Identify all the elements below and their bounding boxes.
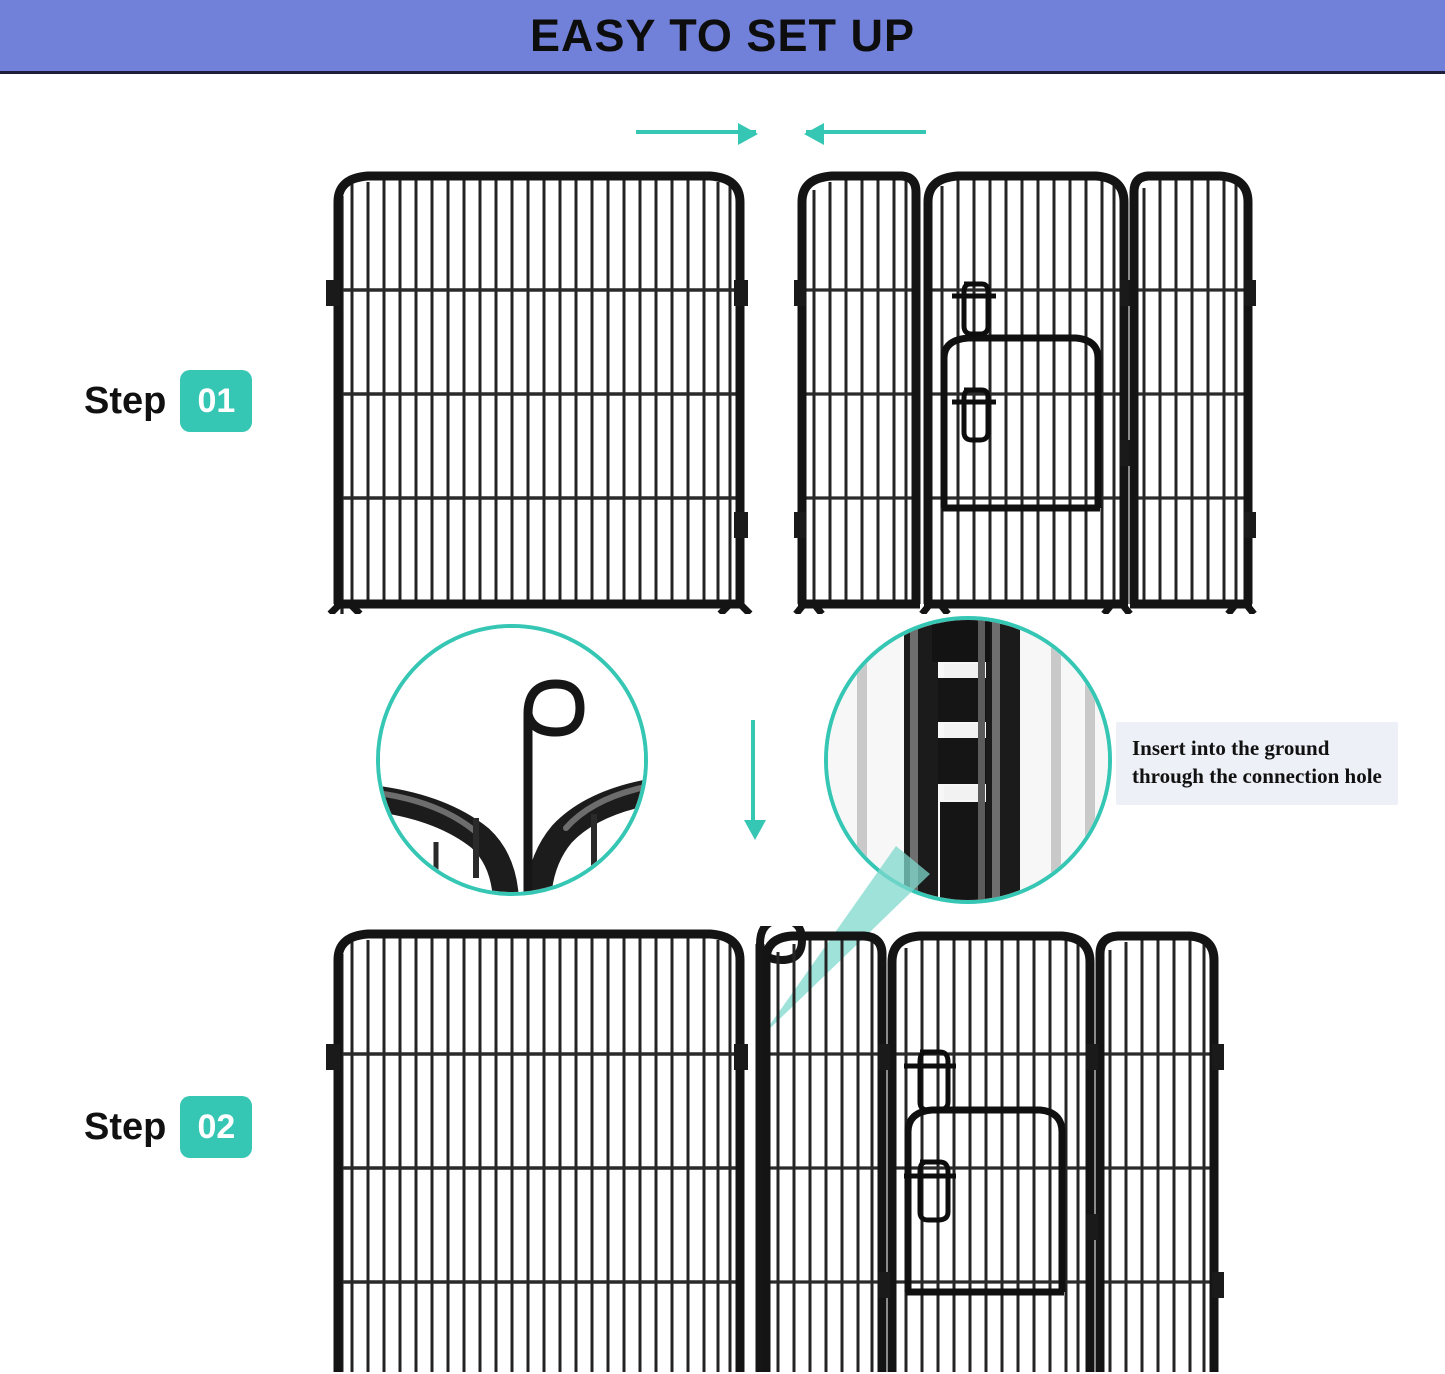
fence-gate-svg (792, 168, 1262, 614)
step-01-label (84, 370, 252, 432)
arrow-left-icon (806, 130, 926, 134)
callout-insert-into-ground (1116, 722, 1398, 805)
arrow-down-icon (751, 720, 755, 820)
step-01-word: Step (84, 379, 167, 422)
callout-line-2: through the connection hole (1132, 764, 1382, 789)
fence-gate-section-step2 (748, 926, 1228, 1374)
pin-detail-svg (380, 628, 648, 896)
fence-panel-left-step2 (316, 926, 758, 1374)
step-02-badge: 02 (180, 1096, 252, 1158)
fence-panel-svg-2 (316, 926, 758, 1374)
step-02-label (84, 1096, 252, 1158)
callout-line-1: Insert into the ground (1132, 736, 1330, 760)
step-02-word: Step (84, 1105, 167, 1148)
fence-panel-left-step1 (316, 168, 758, 614)
page-title: EASY TO SET UP (530, 9, 915, 61)
arrow-right-icon (636, 130, 756, 134)
zoom-detail-connector-pin (376, 624, 648, 896)
fence-panel-svg (316, 168, 758, 614)
step-01-badge: 01 (180, 370, 252, 432)
fence-gate-svg-2 (748, 926, 1228, 1374)
fence-gate-section-step1 (792, 168, 1262, 614)
header-banner (0, 0, 1445, 74)
